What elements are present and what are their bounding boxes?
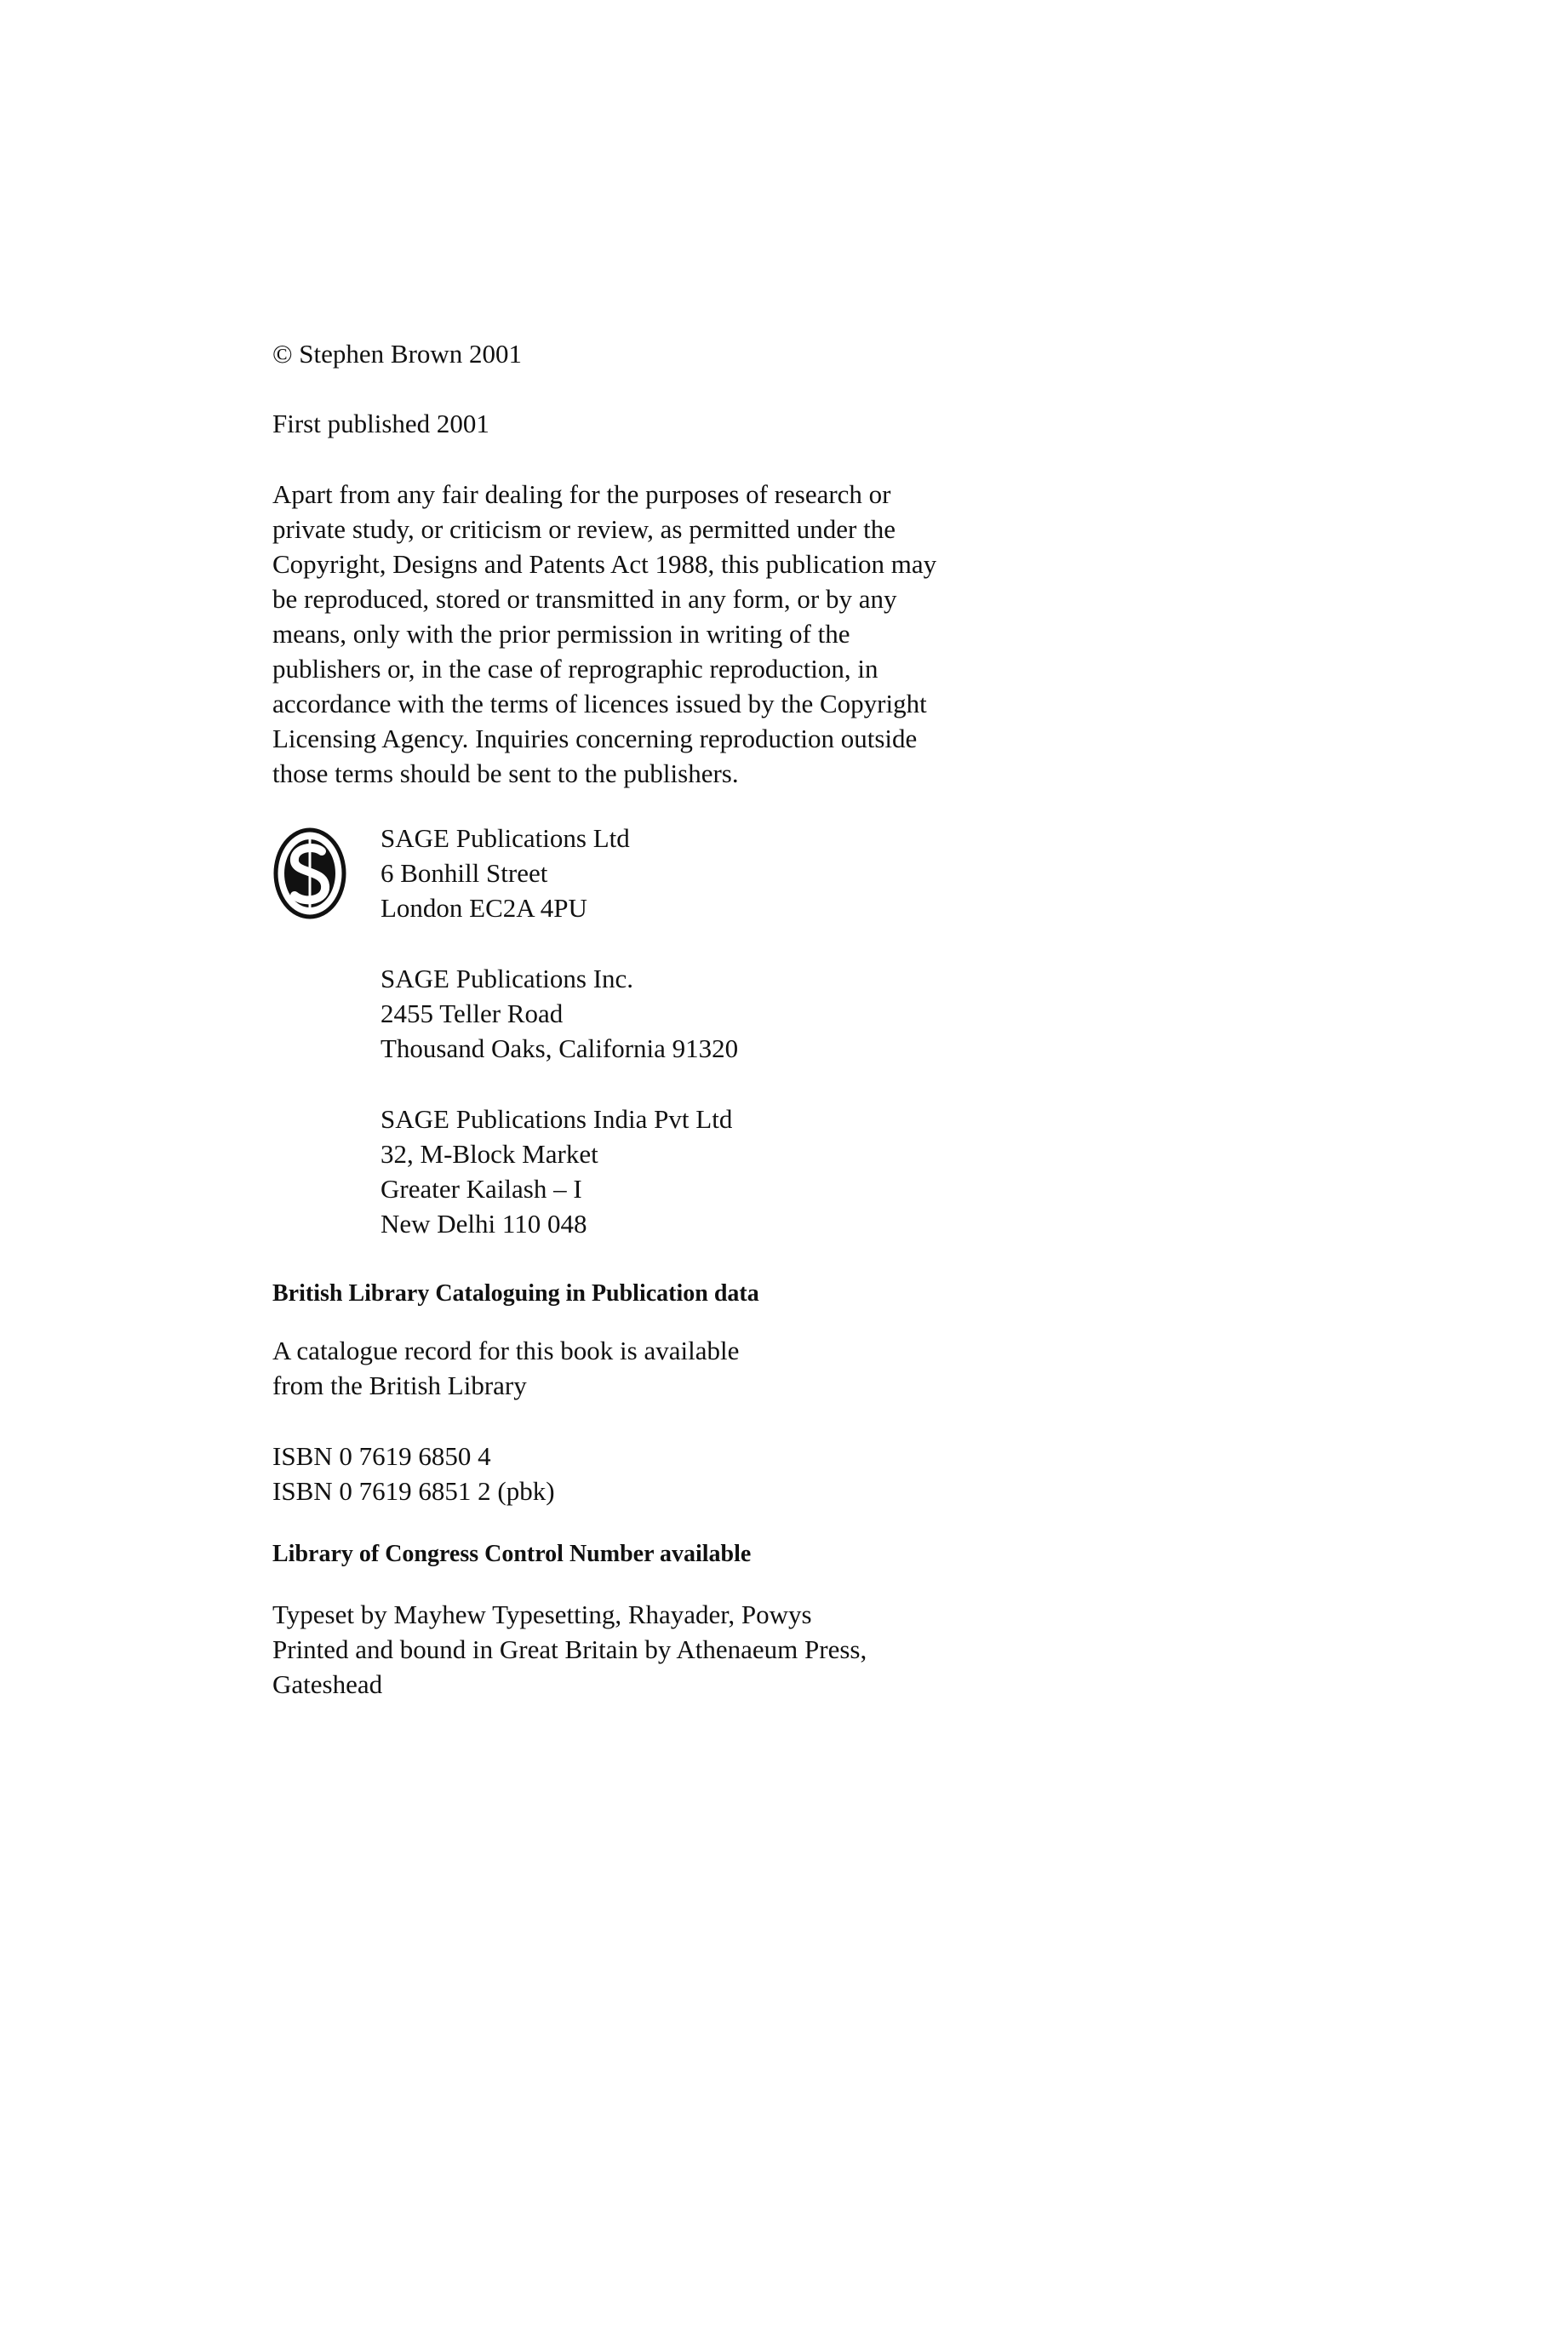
rights-line: Copyright, Designs and Patents Act 1988, this publication may bbox=[272, 549, 937, 579]
copyright-notice bbox=[272, 336, 522, 371]
publisher-address-uk bbox=[381, 821, 630, 925]
rights-line: means, only with the prior permission in writing of the bbox=[272, 619, 850, 649]
first-published-line: First published 2001 bbox=[272, 409, 489, 438]
rights-line: be reproduced, stored or transmitted in any form, or by any bbox=[272, 584, 897, 614]
isbn-line: ISBN 0 7619 6851 2 (pbk) bbox=[272, 1476, 555, 1506]
record-line: from the British Library bbox=[272, 1371, 527, 1400]
rights-line: accordance with the terms of licences issued by the Copyright bbox=[272, 689, 927, 718]
rights-line: private study, or criticism or review, as permitted under the bbox=[272, 514, 896, 544]
british-library-heading: British Library Cataloguing in Publication data bbox=[272, 1280, 759, 1307]
rights-line: Licensing Agency. Inquiries concerning reproduction outside bbox=[272, 724, 918, 753]
production-line: Gateshead bbox=[272, 1669, 383, 1699]
publisher-address-india bbox=[381, 1102, 732, 1241]
address-line: 6 Bonhill Street bbox=[381, 858, 548, 888]
address-line: SAGE Publications Inc. bbox=[381, 964, 634, 993]
address-line: SAGE Publications India Pvt Ltd bbox=[381, 1104, 733, 1134]
address-line: 32, M-Block Market bbox=[381, 1139, 598, 1169]
first-published bbox=[272, 406, 489, 441]
publisher-address-us bbox=[381, 961, 738, 1066]
sage-s-logo-icon bbox=[272, 826, 347, 921]
isbn-line: ISBN 0 7619 6850 4 bbox=[272, 1441, 491, 1471]
record-line: A catalogue record for this book is available bbox=[272, 1336, 740, 1365]
address-line: Thousand Oaks, California 91320 bbox=[381, 1033, 739, 1063]
rights-line: those terms should be sent to the publishers. bbox=[272, 758, 739, 788]
copyright-line: © Stephen Brown 2001 bbox=[272, 339, 523, 369]
production-credits bbox=[272, 1597, 867, 1702]
rights-line: publishers or, in the case of reprographic reproduction, in bbox=[272, 654, 878, 684]
library-of-congress-heading: Library of Congress Control Number available bbox=[272, 1541, 752, 1567]
production-line: Printed and bound in Great Britain by Athenaeum Press, bbox=[272, 1634, 867, 1664]
rights-paragraph bbox=[272, 477, 936, 791]
production-line: Typeset by Mayhew Typesetting, Rhayader, Powys bbox=[272, 1599, 812, 1629]
british-library-record bbox=[272, 1333, 739, 1403]
address-line: London EC2A 4PU bbox=[381, 893, 587, 923]
rights-line: Apart from any fair dealing for the purposes of research or bbox=[272, 479, 891, 509]
address-line: 2455 Teller Road bbox=[381, 999, 564, 1028]
address-line: SAGE Publications Ltd bbox=[381, 823, 630, 853]
address-line: New Delhi 110 048 bbox=[381, 1209, 587, 1239]
isbn-list bbox=[272, 1439, 555, 1508]
address-line: Greater Kailash – I bbox=[381, 1174, 582, 1204]
